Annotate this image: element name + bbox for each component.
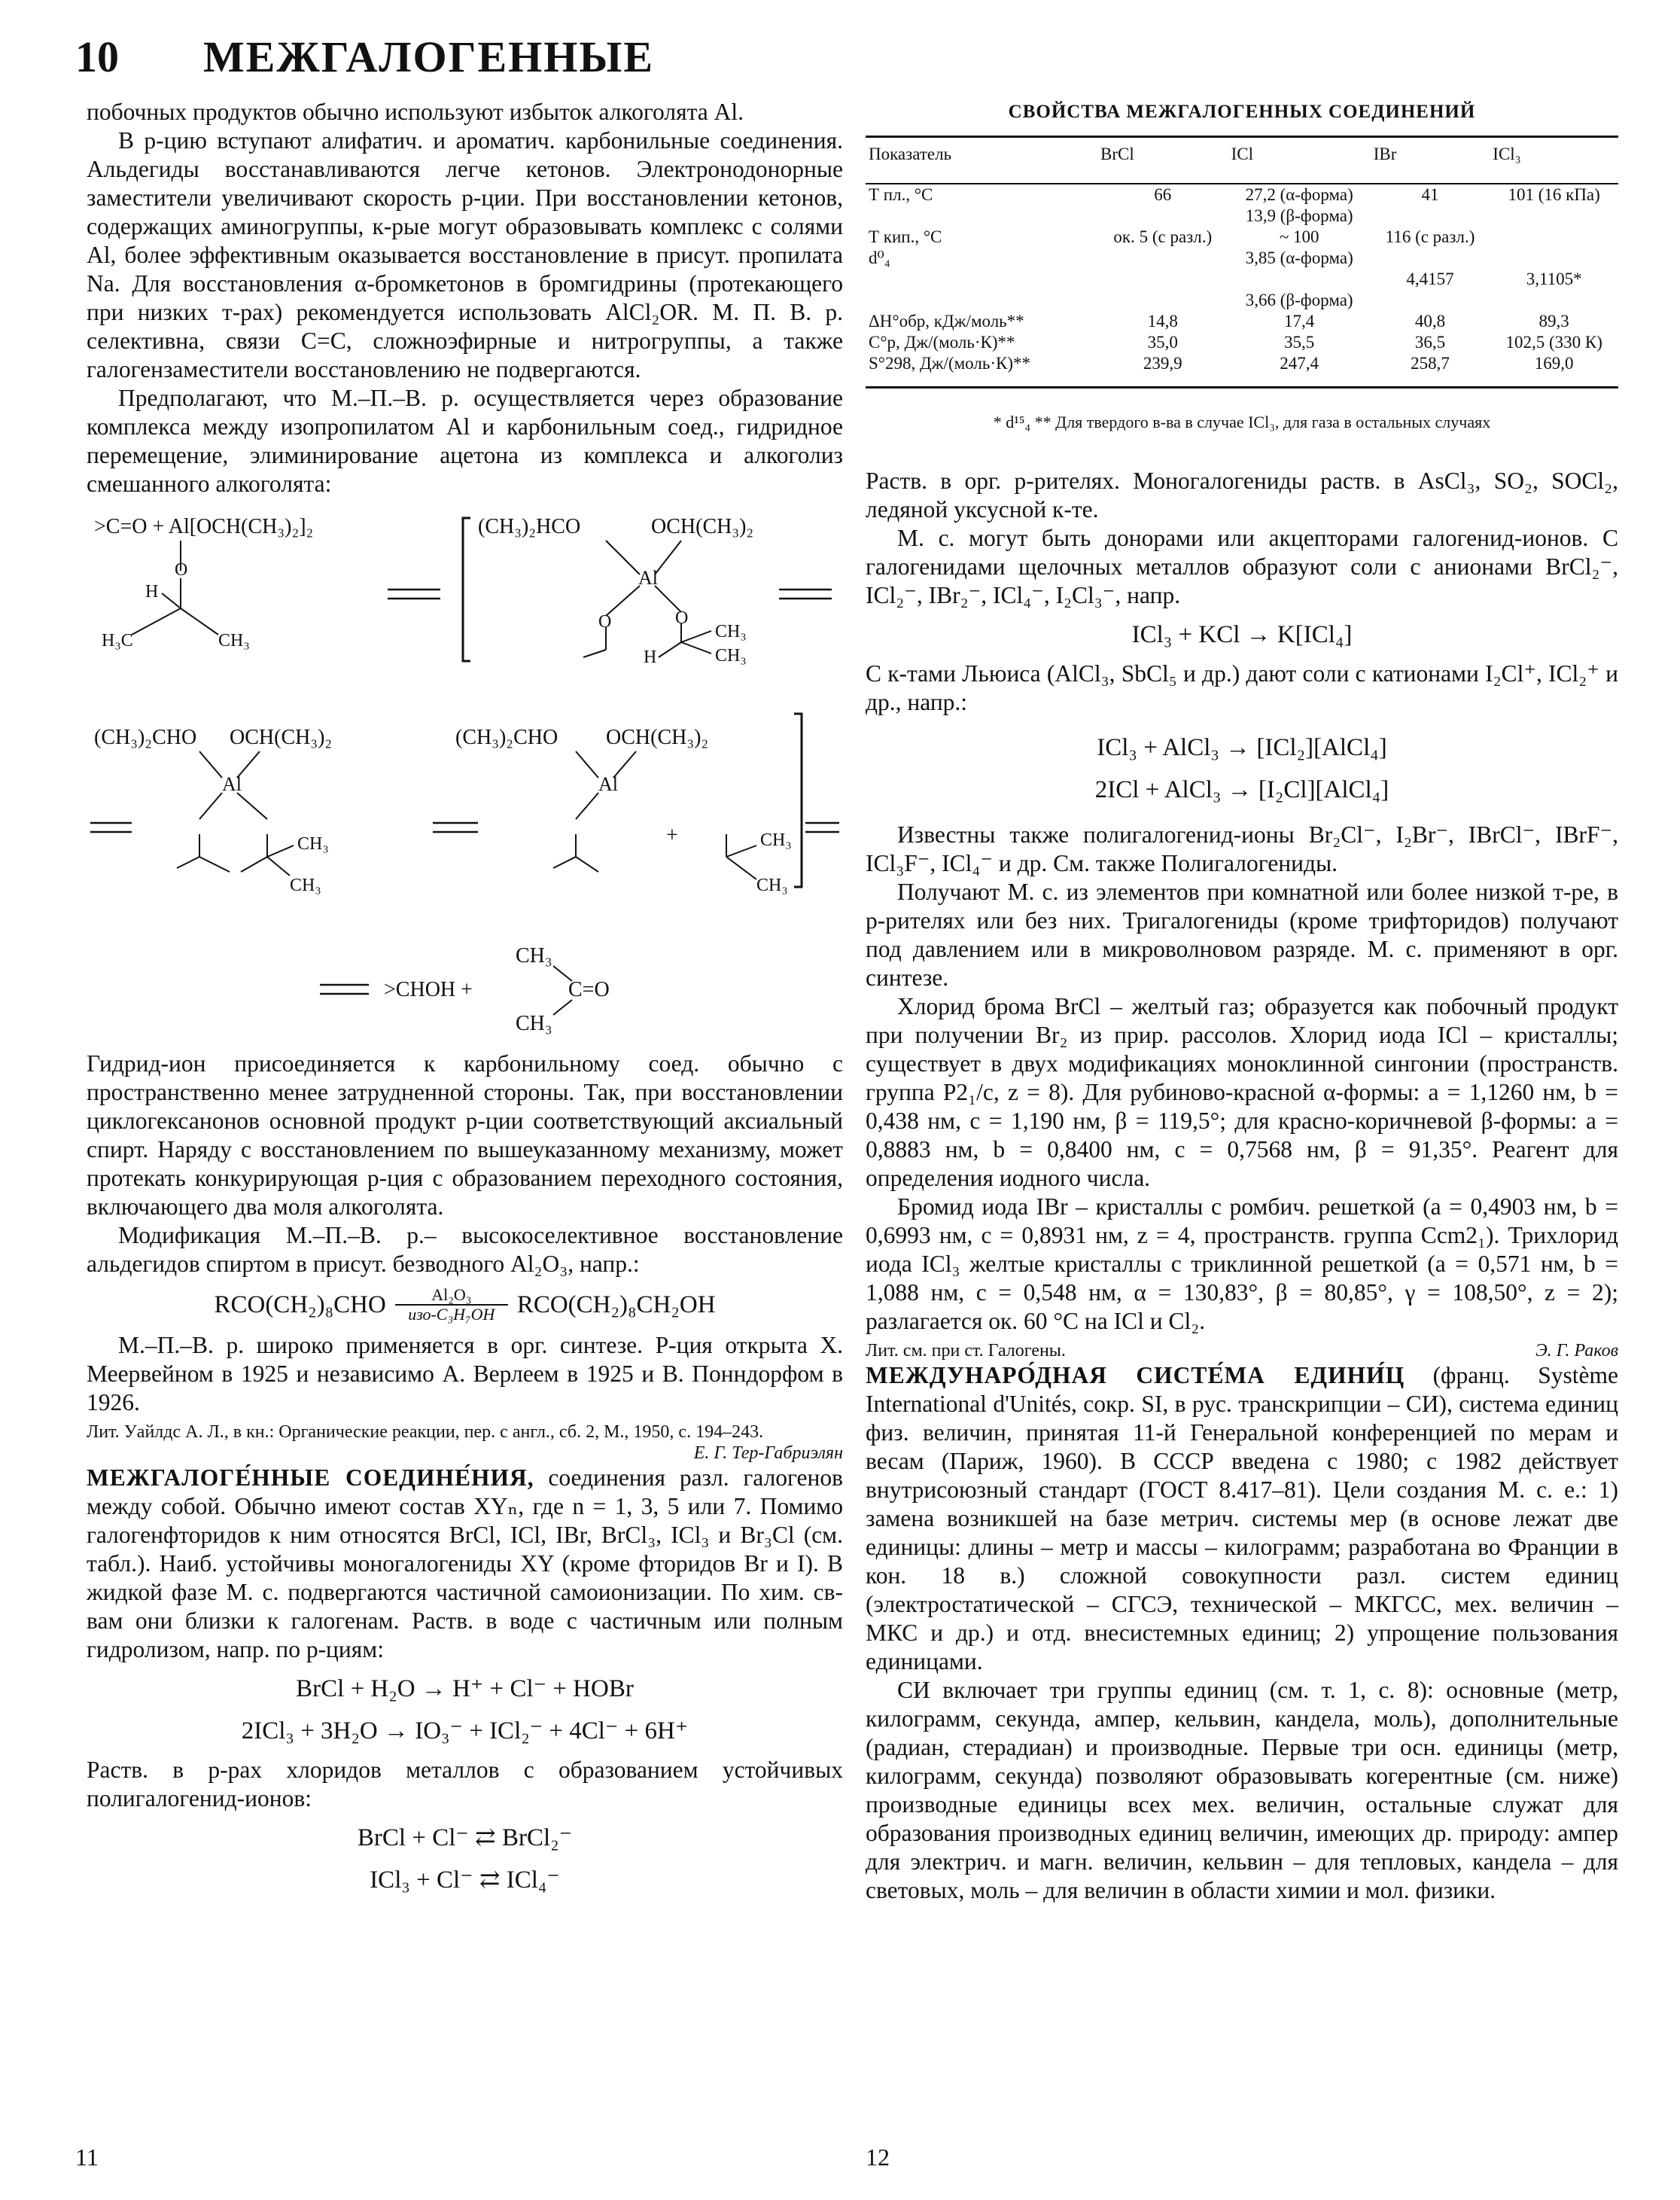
- right-column: [866, 98, 1618, 1905]
- equilibrium-arrow: [433, 823, 478, 832]
- table-cell: [1097, 248, 1228, 269]
- article-title: МЕЖГАЛОГЕ́ННЫЕ СОЕДИНЕ́НИЯ,: [87, 1464, 534, 1491]
- paragraph: Бромид иода IBr – кристаллы с ромбич. решеткой (a = 0,4903 нм, b = 0,6993 нм, c = 0,8931 нм, z = 4, пространств. группа Ccm2₁). Трихлорид иода ICl₃ желтые кристаллы с триклинной решеткой (a = 0,571 нм, b = 1,088 нм, c = 0,548 нм, α = 130,83°, β = 80,85°, γ = 108,50°, z = 2); разлагается ок. 60 °C на ICl и Cl₂.: [866, 1193, 1618, 1334]
- product-complex-bonds: [553, 751, 756, 879]
- scheme-reactants: >C=O + Al[OCH(CH₃)₂]₂: [94, 515, 314, 538]
- article: [87, 1464, 843, 1664]
- table-cell: [1097, 290, 1228, 311]
- intermediate-bonds: [177, 751, 294, 876]
- properties-table: [866, 136, 1618, 389]
- table-row: [866, 290, 1618, 311]
- scheme-acetone-co: C=O: [568, 978, 610, 1001]
- arrow-solvent: изо-C₃H₇OH: [408, 1305, 495, 1324]
- table-cell: ΔH°обр, кДж/моль**: [869, 312, 1024, 331]
- table-row: [866, 248, 1618, 269]
- paragraph: Получают М. с. из элементов при комнатной или более низкой т-ре, в р-рителях или без них. Тригалогениды (кроме трифторидов) получают под давлением или в микроволновом разряде. М. с. применяют в орг. синтезе.: [866, 879, 1618, 991]
- label-h: H: [644, 648, 657, 667]
- paragraph: В р-цию вступают алифатич. и ароматич. карбонильные соединения. Альдегиды восстанавливаются легче кетонов. Электронодонорные заместители увеличивают скорость р-ции. При восстановлении кетонов, содержащих аминогруппы, к-рые могут образовывать комплекс с солями Al, более эффективным оказывается восстановление в присут. пропилата Na. Для восстановления α-бромкетонов в бромгидрины (протекающего при низких т-рах) рекомендуется использовать AlCl₂OR. М. П. В. р. селективна, связи C=C, сложноэфирные и нитрогруппы, а также галогензаместители восстановлению не подвергаются.: [87, 127, 843, 382]
- table-cell: [1490, 290, 1618, 311]
- scheme-product-complex-right: OCH(CH₃)₂: [606, 726, 709, 749]
- scheme-acetone-ch3: CH₃: [516, 1012, 552, 1035]
- table-row: [866, 184, 1618, 206]
- table-cell: 247,4: [1228, 353, 1371, 388]
- table-cell: [1490, 248, 1618, 269]
- column-number-right: 12: [866, 2144, 890, 2171]
- table-cell: Т пл., °C: [869, 185, 933, 204]
- scheme-complex-left: (CH₃)₂HCO: [478, 515, 581, 538]
- scheme-intermediate-left: (CH₃)₂CHO: [94, 726, 197, 749]
- scheme-complex-right: OCH(CH₃)₂: [651, 515, 754, 538]
- table-header: ICl: [1228, 137, 1371, 184]
- table-row: [866, 206, 1618, 227]
- equation-right: RCO(CH₂)₈CH₂OH: [516, 1291, 716, 1318]
- table-cell: [1371, 206, 1490, 227]
- table-cell: 258,7: [1371, 353, 1490, 388]
- literature-note: [87, 1421, 843, 1463]
- literature-text: Лит. см. при ст. Галогены.: [866, 1341, 1066, 1361]
- equation: ICl₃ + AlCl₃ → [ICl₂][AlCl₄]: [1097, 734, 1387, 761]
- table-cell: 17,4: [1284, 312, 1315, 331]
- table-cell: d⁰₄: [869, 248, 890, 267]
- table-cell: [866, 206, 1097, 227]
- left-column: [87, 98, 843, 1905]
- table-header: Показатель: [866, 137, 1097, 184]
- reaction-arrow: [395, 1286, 508, 1324]
- table-cell: [1371, 290, 1490, 311]
- equilibrium-arrow: [388, 590, 440, 599]
- label-ch3: CH₃: [297, 834, 329, 854]
- article-text: (франц. Système International d'Unités, сокр. SI, в рус. транскрипции – СИ), система единиц физ. величин, принятая 11-й Генеральной конференцией по мерам и весам (Париж, 1960). В СССР введена с 1980; с 1982 действует внутрисоюзный стандарт (ГОСТ 8.417–81). Цели создания М. с. е.: 1) замена возникшей на базе метрич. системы мер (в основе лежат две единицы: длины – метр и массы – килограмм; разработана во Франции в кон. 18 в.) сложной совокупности разл. систем единиц (электростатической – СГСЭ, технической – МКГСС, мех. величин – МКС и др.) и отд. внесистемных единиц; 2) упрощение пользования единицами.: [866, 1362, 1618, 1674]
- table-row: [866, 269, 1618, 290]
- table-cell: ок. 5 (с разл.): [1113, 227, 1213, 246]
- paragraph: Предполагают, что М.–П.–В. р. осуществляется через образование комплекса между изопропилатом Al и карбонильным соед., гидридное перемещение, элиминирование ацетона из комплекса и алкоголиз смешанного алкоголята:: [87, 385, 843, 497]
- paragraph: Раств. в орг. р-рителях. Моногалогениды раств. в AsCl₃, SO₂, SOCl₂, ледяной уксусной к-те.: [866, 468, 1618, 523]
- equation: BrCl + Cl⁻ ⇄ BrCl₂⁻: [357, 1824, 573, 1851]
- table-cell: [1490, 227, 1618, 248]
- complex-bonds: [583, 541, 711, 657]
- table-cell: 27,2 (α-форма): [1245, 185, 1353, 204]
- bracket-right: [794, 714, 802, 887]
- scheme-product-complex-left: (CH₃)₂CHO: [455, 726, 558, 749]
- paragraph: СИ включает три группы единиц (см. т. 1, с. 8): основные (метр, килограмм, секунда, ампер, кельвин, кандела, моль), дополнительные (радиан, стерадиан) и производные. Первые три осн. единицы (метр, килограмм, секунда) позволяют образовывать когерентные (см. ниже) производные единицы всех мех. величин, остальные служат для образования производных единиц величин, имеющих др. природу: ампер для электрич. и магн. величин, кельвин – для тепловых, кандела – для световых, моль – для величин в области химии и мол. физики.: [866, 1677, 1618, 1903]
- table-header: IBr: [1371, 137, 1490, 184]
- label-ch3: CH₃: [290, 876, 321, 895]
- table-cell: Т кип., °C: [869, 227, 942, 246]
- paragraph: С к-тами Льюиса (AlCl₃, SbCl₅ и др.) дают соли с катионами I₂Cl⁺, ICl₂⁺ и др., напр.:: [866, 660, 1618, 715]
- table-row: [866, 311, 1618, 332]
- reaction-scheme: [87, 503, 843, 1045]
- article-text: соединения разл. галогенов между собой. Обычно имеют состав XYₙ, где n = 1, 3, 5 или 7. Помимо галогенфторидов к ним относятся BrCl, ICl, IBr, BrCl₃, ICl₃ и Br₃Cl (см. табл.). Наиб. устойчивы моногалогениды XY (кроме фторидов Br и I). В жидкой фазе М. с. подвергаются частичной самоионизации. По хим. св-вам они близки к галогенам. Раств. в воде с частичным или полным гидролизом, напр. по р-циям:: [87, 1464, 843, 1662]
- equation: BrCl + H₂O → H⁺ + Cl⁻ + HOBr: [296, 1675, 634, 1702]
- table-cell: [866, 290, 1097, 311]
- table-cell: 3,1105*: [1526, 270, 1582, 288]
- table-cell: [866, 269, 1097, 290]
- article-title: МЕЖДУНАРО́ДНАЯ СИСТЕ́МА ЕДИНИ́Ц: [866, 1362, 1405, 1388]
- equation: [87, 1286, 843, 1324]
- label-ch3: CH₃: [760, 830, 792, 850]
- table-cell: 3,85 (α-форма): [1245, 248, 1353, 267]
- table-cell: 35,5: [1284, 333, 1315, 352]
- equilibrium-arrow: [90, 823, 132, 832]
- table-cell: S°298, Дж/(моль·К)**: [866, 353, 1097, 388]
- equation: 2ICl₃ + 3H₂O → IO₃⁻ + ICl₂⁻ + 4Cl⁻ + 6H⁺: [241, 1717, 689, 1744]
- table-cell: 4,4157: [1406, 270, 1454, 288]
- label-al: Al: [638, 567, 658, 589]
- table-note: * d¹⁵₄ ** Для твердого в-ва в случае ICl₃, для газа в остальных случаях: [993, 413, 1491, 431]
- paragraph: М. с. могут быть донорами или акцепторами галогенид-ионов. С галогенидами щелочных металлов образуют соли с анионами BrCl₂⁻, ICl₂⁻, IBr₂⁻, ICl₄⁻, I₂Cl₃⁻, напр.: [866, 525, 1618, 608]
- equilibrium-arrow: [779, 590, 832, 599]
- table-cell: 13,9 (β-форма): [1245, 206, 1353, 225]
- equilibrium-arrow: [805, 823, 839, 832]
- table-cell: 116 (с разл.): [1385, 227, 1475, 246]
- bracket-left: [463, 518, 470, 661]
- equation: ICl₃ + Cl⁻ ⇄ ICl₄⁻: [370, 1866, 560, 1894]
- running-head: МЕЖГАЛОГЕННЫЕ: [203, 32, 655, 81]
- table-row: [866, 332, 1618, 353]
- paragraph: М.–П.–В. р. широко применяется в орг. синтезе. Р-ция открыта Х. Меервейном в 1925 и независимо А. Верлеем в 1925 и В. Понндорфом в 1926.: [87, 1332, 843, 1415]
- article: [866, 1361, 1618, 1676]
- equilibrium-arrow: [320, 985, 369, 994]
- paragraph: побочных продуктов обычно используют избыток алкоголята Al.: [87, 99, 744, 125]
- equation-left: RCO(CH₂)₈CHO: [214, 1291, 386, 1318]
- label-o: O: [175, 560, 188, 580]
- label-ch3: H₃C: [102, 631, 133, 651]
- table-cell: [1490, 206, 1618, 227]
- table-cell: [1371, 248, 1490, 269]
- scheme-alcohol: >CHOH +: [384, 978, 473, 1001]
- table-cell: ~ 100: [1279, 227, 1319, 246]
- table-cell: 35,0: [1147, 333, 1178, 352]
- table-cell: 101 (16 кПа): [1508, 185, 1600, 204]
- table-row: [866, 227, 1618, 248]
- label-ch3: CH₃: [756, 876, 788, 895]
- table-cell: 41: [1421, 185, 1439, 204]
- label-o: O: [675, 608, 689, 628]
- table-cell: 66: [1154, 185, 1172, 204]
- table-cell: [1228, 269, 1371, 290]
- table-cell: 102,5 (330 К): [1505, 333, 1602, 352]
- scheme-intermediate-right: OCH(CH₃)₂: [230, 726, 333, 749]
- table-header: ICl₃: [1490, 137, 1618, 184]
- table-cell: 14,8: [1147, 312, 1178, 331]
- page-number: 10: [75, 32, 119, 81]
- label-ch3: CH₃: [715, 646, 747, 666]
- literature-note: [866, 1340, 1618, 1361]
- paragraph: Известны также полигалогенид-ионы Br₂Cl⁻, I₂Br⁻, IBrCl⁻, IBrF⁻, ICl₃F⁻, ICl₄⁻ и др. См. также Полигалогениды.: [866, 821, 1618, 876]
- table-cell: 169,0: [1490, 353, 1618, 388]
- table-row: [866, 353, 1618, 388]
- table-cell: 36,5: [1414, 333, 1446, 352]
- equation: ICl₃ + KCl → K[ICl₄]: [1131, 621, 1353, 648]
- label-o: O: [598, 612, 612, 632]
- label-al: Al: [598, 773, 618, 795]
- table-header-row: [866, 137, 1618, 184]
- table-cell: 40,8: [1414, 312, 1446, 331]
- column-number-left: 11: [75, 2144, 99, 2171]
- table-cell: 3,66 (β-форма): [1245, 291, 1353, 309]
- table-body: [866, 184, 1618, 388]
- table-header: BrCl: [1097, 137, 1228, 184]
- paragraph: Хлорид брома BrCl – желтый газ; образуется как побочный продукт при получении Br₂ из прир. рассолов. Хлорид иода ICl – кристаллы; существует в двух модификациях моноклинной сингонии (пространств. группа P2₁/c, z = 8). Для рубиново-красной α-формы: a = 1,1260 нм, b = 0,438 нм, c = 1,190 нм, β = 119,5°; для красно-коричневой β-формы: a = 0,8883 нм, b = 0,8400 нм, c = 0,7568 нм, β = 91,35°. Реагент для определения иодного числа.: [866, 993, 1618, 1191]
- scheme-acetone-ch3: CH₃: [516, 944, 552, 967]
- equation: 2ICl + AlCl₃ → [I₂Cl][AlCl₄]: [1094, 776, 1389, 803]
- paragraph: Гидрид-ион присоединяется к карбонильному соед. обычно с пространственно менее затрудненной стороны. Так, при восстановлении циклогексанонов основной продукт р-ции соответствующий аксиальный спирт. Наряду с восстановлением по вышеуказанному механизму, может протекать конкурирующая р-ция с образованием переходного состояния, включающего два моля алкоголята.: [87, 1050, 843, 1220]
- table-cell: 239,9: [1097, 353, 1228, 388]
- author: Э. Г. Раков: [1535, 1341, 1618, 1361]
- table-cell: 89,3: [1538, 312, 1569, 331]
- table-cell: C°p, Дж/(моль·К)**: [869, 333, 1015, 352]
- paragraph: Раств. в р-рах хлоридов металлов с образованием устойчивых полигалогенид-ионов:: [87, 1757, 843, 1811]
- literature-text: Лит. Уайлдс А. Л., в кн.: Органические реакции, пер. с англ., сб. 2, М., 1950, с. 194–243.: [87, 1422, 764, 1442]
- label-ch3: CH₃: [218, 631, 250, 651]
- label-ch3: CH₃: [715, 622, 747, 641]
- table-caption: СВОЙСТВА МЕЖГАЛОГЕННЫХ СОЕДИНЕНИЙ: [1008, 102, 1476, 122]
- label-h: H: [145, 582, 159, 602]
- paragraph: Модификация М.–П.–В. р.– высокоселективное восстановление альдегидов спиртом в присут. безводного Al₂O₃, напр.:: [87, 1222, 843, 1277]
- author: Е. Г. Тер-Габриэлян: [693, 1443, 843, 1463]
- table-cell: [1097, 206, 1228, 227]
- label-plus: +: [666, 824, 678, 847]
- table-cell: [1097, 269, 1228, 290]
- arrow-reagent: Al₂O₃: [431, 1285, 472, 1304]
- label-al: Al: [222, 773, 242, 795]
